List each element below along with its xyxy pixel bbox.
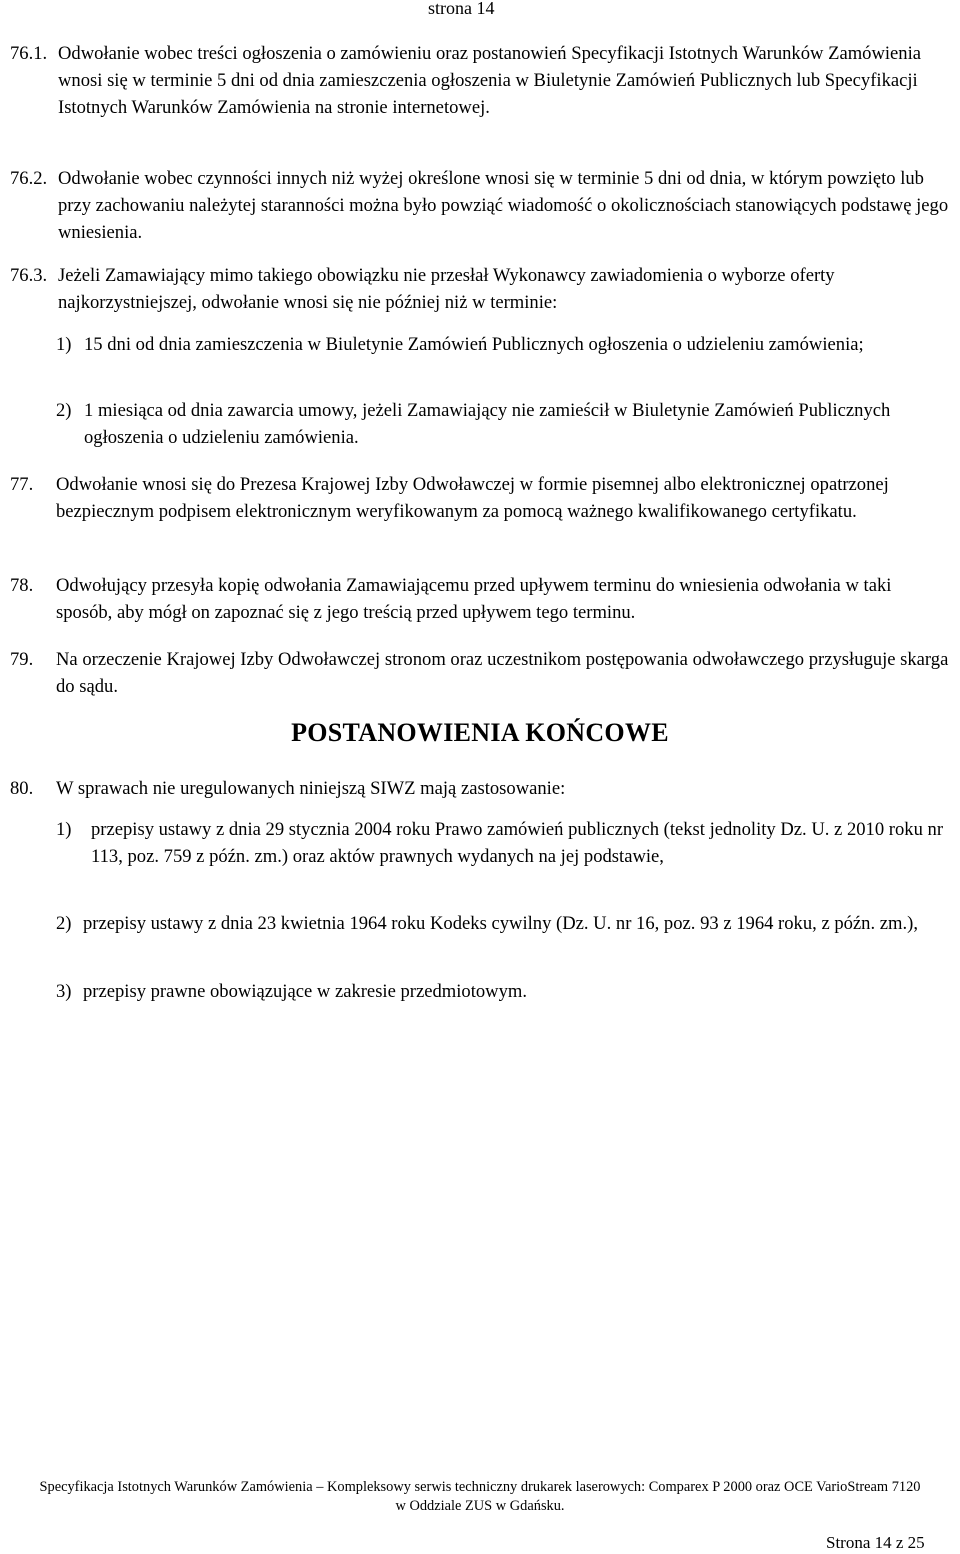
list-item-number: 2) (56, 913, 72, 934)
section-79 (10, 646, 950, 700)
list-item (56, 331, 951, 358)
section-text: Jeżeli Zamawiający mimo takiego obowiązku nie przesłał Wykonawcy zawiadomienia o wyborze oferty najkorzystniejszej, odwołanie wnosi się nie później niż w terminie: (58, 265, 835, 313)
section-text: Odwołanie wobec czynności innych niż wyżej określone wnosi się w terminie 5 dni od dnia, w którym powzięto lub przy zachowaniu należytej staranności można było powziąć wiadomość o okolicznościach stanowiących podstawę jego wniesienia. (58, 168, 949, 243)
list-item-text: 1 miesiąca od dnia zawarcia umowy, jeżeli Zamawiający nie zamieścił w Biuletynie Zamówień Publicznych ogłoszenia o udzieleniu zamówienia. (84, 400, 891, 448)
list-item-number: 1) (56, 819, 72, 840)
list-item-text: przepisy prawne obowiązujące w zakresie przedmiotowym. (83, 981, 528, 1002)
page-number-top: strona 14 (428, 0, 495, 18)
section-number: 79. (10, 649, 34, 670)
list-item (56, 978, 954, 1005)
section-80 (10, 775, 950, 802)
section-77 (10, 471, 950, 525)
footer-line: w Oddziale ZUS w Gdańsku. (395, 1498, 565, 1514)
list-item-text: przepisy ustawy z dnia 29 stycznia 2004 roku Prawo zamówień publicznych (tekst jednolity Dz. U. z 2010 roku nr 113, poz. 759 z późn. zm.) oraz aktów prawnych wydanych na jej podstawie, (91, 819, 944, 867)
section-78 (10, 572, 950, 626)
list-item (56, 910, 954, 937)
section-text: W sprawach nie uregulowanych niniejszą SIWZ mają zastosowanie: (56, 778, 566, 799)
section-number: 80. (10, 778, 34, 799)
list-item-text: przepisy ustawy z dnia 23 kwietnia 1964 roku Kodeks cywilny (Dz. U. nr 16, poz. 93 z 1964 roku, z późn. zm.), (83, 913, 918, 934)
list-item-number: 2) (56, 400, 72, 421)
list-item-number: 3) (56, 981, 72, 1002)
section-number: 76.1. (10, 43, 48, 64)
list-item (56, 816, 954, 870)
section-text: Odwołujący przesyła kopię odwołania Zamawiającemu przed upływem terminu do wniesienia odwołania w taki sposób, aby mógł on zapoznać się z jego treścią przed upływem tego terminu. (56, 575, 892, 623)
section-text: Odwołanie wnosi się do Prezesa Krajowej Izby Odwoławczej w formie pisemnej albo elektronicznej opatrzonej bezpiecznym podpisem elektronicznym weryfikowanym za pomocą ważnego kwalifikowanego certyfikatu. (56, 474, 889, 522)
list-item-text: 15 dni od dnia zamieszczenia w Biuletynie Zamówień Publicznych ogłoszenia o udzieleniu zamówienia; (84, 334, 864, 355)
section-76-1 (10, 40, 950, 121)
list-item (56, 397, 951, 451)
section-number: 77. (10, 474, 34, 495)
section-text: Na orzeczenie Krajowej Izby Odwoławczej stronom oraz uczestnikom postępowania odwoławczego przysługuje skarga do sądu. (56, 649, 949, 697)
page-number-bottom: Strona 14 z 25 (826, 1533, 925, 1552)
footer-line: Specyfikacja Istotnych Warunków Zamówienia – Kompleksowy serwis techniczny drukarek laserowych: Comparex P 2000 oraz OCE VarioStream 7120 (39, 1479, 921, 1495)
page-footer (0, 1478, 960, 1516)
section-number: 76.2. (10, 168, 48, 189)
section-number: 78. (10, 575, 34, 596)
section-number: 76.3. (10, 265, 48, 286)
section-76-2 (10, 165, 950, 246)
section-text: Odwołanie wobec treści ogłoszenia o zamówieniu oraz postanowień Specyfikacji Istotnych Warunków Zamówienia wnosi się w terminie 5 dni od dnia zamieszczenia ogłoszenia w Biuletynie Zamówień Publicznych lub Specyfikacji Istotnych Warunków Zamówienia na stronie internetowej. (58, 43, 922, 118)
section-76-3 (10, 262, 950, 316)
section-heading: POSTANOWIENIA KOŃCOWE (291, 718, 669, 747)
list-item-number: 1) (56, 334, 72, 355)
